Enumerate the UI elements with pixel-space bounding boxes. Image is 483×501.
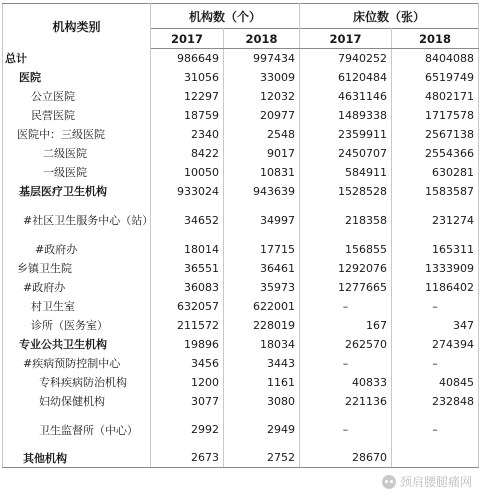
table-row (3, 144, 479, 163)
header-year: 2017 (300, 29, 392, 49)
cell-value: 231274 (392, 201, 479, 240)
cell-value: 232848 (392, 392, 479, 411)
cell-value: 933024 (151, 182, 224, 201)
cell-value: 2554366 (392, 144, 479, 163)
cell-value: 10831 (224, 163, 300, 182)
row-label: 医院 (3, 68, 151, 87)
cell-value: 1292076 (300, 259, 392, 278)
cell-value: 1161 (224, 373, 300, 392)
cell-value: 3443 (224, 354, 300, 373)
cell-value: 1489338 (300, 106, 392, 125)
row-label: 妇幼保健机构 (3, 392, 151, 411)
cell-value: 40845 (392, 373, 479, 392)
cell-value: 36551 (151, 259, 224, 278)
cell-value: 31056 (151, 68, 224, 87)
table-row (3, 297, 479, 316)
row-label: 一级医院 (3, 163, 151, 182)
cell-value: – (392, 297, 479, 316)
row-label: 其他机构 (3, 449, 151, 468)
table-row (3, 106, 479, 125)
cell-value: 2450707 (300, 144, 392, 163)
wechat-icon (382, 475, 396, 489)
cell-value: 4802171 (392, 87, 479, 106)
cell-value: 986649 (151, 49, 224, 68)
cell-value: 35973 (224, 278, 300, 297)
table-row (3, 278, 479, 297)
cell-value: 36461 (224, 259, 300, 278)
cell-value: 3077 (151, 392, 224, 411)
cell-value: 12032 (224, 87, 300, 106)
cell-value: 2673 (151, 449, 224, 468)
cell-value: 18034 (224, 335, 300, 354)
watermark-text: 颈肩腰腿痛网 (399, 475, 472, 489)
table-row (3, 335, 479, 354)
row-label: 诊所（医务室） (3, 316, 151, 335)
cell-value: 7940252 (300, 49, 392, 68)
row-label: 乡镇卫生院 (3, 259, 151, 278)
cell-value: 218358 (300, 201, 392, 240)
cell-value: 2752 (224, 449, 300, 468)
cell-value: 4631146 (300, 87, 392, 106)
cell-value: 211572 (151, 316, 224, 335)
table-row (3, 49, 479, 68)
header-inst-count: 机构数（个） (151, 4, 300, 29)
row-label: 基层医疗卫生机构 (3, 182, 151, 201)
row-label: #疾病预防控制中心 (3, 354, 151, 373)
cell-value: 9017 (224, 144, 300, 163)
cell-value: 274394 (392, 335, 479, 354)
row-label: 民营医院 (3, 106, 151, 125)
row-label: 村卫生室 (3, 297, 151, 316)
cell-value: 347 (392, 316, 479, 335)
row-label: 总计 (3, 49, 151, 68)
cell-value: 8404088 (392, 49, 479, 68)
cell-value: 6519749 (392, 68, 479, 87)
cell-value: 3080 (224, 392, 300, 411)
table-row (3, 163, 479, 182)
cell-value: 165311 (392, 240, 479, 259)
cell-value: 221136 (300, 392, 392, 411)
cell-value: 17715 (224, 240, 300, 259)
row-label: #社区卫生服务中心（站） (3, 201, 151, 240)
cell-value: 997434 (224, 49, 300, 68)
cell-value: 2359911 (300, 125, 392, 144)
row-label: #政府办 (3, 278, 151, 297)
cell-value: 19896 (151, 335, 224, 354)
cell-value: 1277665 (300, 278, 392, 297)
cell-value: 2992 (151, 411, 224, 449)
cell-value: 156855 (300, 240, 392, 259)
cell-value: 1333909 (392, 259, 479, 278)
cell-value: 20977 (224, 106, 300, 125)
cell-value: 3456 (151, 354, 224, 373)
table-row (3, 373, 479, 392)
table-row (3, 125, 479, 144)
cell-value: 1200 (151, 373, 224, 392)
cell-value: 584911 (300, 163, 392, 182)
header-beds: 床位数（张） (300, 4, 479, 29)
row-label: 公立医院 (3, 87, 151, 106)
table-row (3, 68, 479, 87)
cell-value: 2567138 (392, 125, 479, 144)
cell-value (392, 449, 479, 468)
cell-value: 167 (300, 316, 392, 335)
statistics-table (2, 3, 479, 468)
row-label: 二级医院 (3, 144, 151, 163)
cell-value: 36083 (151, 278, 224, 297)
row-label: #政府办 (3, 240, 151, 259)
cell-value: – (300, 354, 392, 373)
cell-value: 2949 (224, 411, 300, 449)
cell-value: 228019 (224, 316, 300, 335)
cell-value: 1186402 (392, 278, 479, 297)
table-row (3, 411, 479, 449)
row-label: 专业公共卫生机构 (3, 335, 151, 354)
cell-value: 1583587 (392, 182, 479, 201)
table-row (3, 182, 479, 201)
cell-value: 28670 (300, 449, 392, 468)
row-label: 专科疾病防治机构 (3, 373, 151, 392)
cell-value: 2548 (224, 125, 300, 144)
cell-value: – (300, 297, 392, 316)
cell-value: 18759 (151, 106, 224, 125)
table-row (3, 259, 479, 278)
table-row (3, 449, 479, 468)
cell-value: 18014 (151, 240, 224, 259)
table-row (3, 87, 479, 106)
cell-value: 943639 (224, 182, 300, 201)
cell-value: 630281 (392, 163, 479, 182)
cell-value: 1717578 (392, 106, 479, 125)
table-row (3, 201, 479, 240)
cell-value: 34652 (151, 201, 224, 240)
cell-value: 622001 (224, 297, 300, 316)
header-year: 2017 (151, 29, 224, 49)
cell-value: 2340 (151, 125, 224, 144)
row-label: 医院中：三级医院 (3, 125, 151, 144)
cell-value: 10050 (151, 163, 224, 182)
header-year: 2018 (224, 29, 300, 49)
cell-value: 6120484 (300, 68, 392, 87)
table-row (3, 316, 479, 335)
table-row (3, 392, 479, 411)
watermark (379, 472, 475, 491)
table-row (3, 240, 479, 259)
header-year: 2018 (392, 29, 479, 49)
cell-value: – (392, 411, 479, 449)
cell-value: – (300, 411, 392, 449)
header-category: 机构类别 (3, 4, 151, 49)
cell-value: 33009 (224, 68, 300, 87)
cell-value: 262570 (300, 335, 392, 354)
row-label: 卫生监督所（中心） (3, 411, 151, 449)
cell-value: 8422 (151, 144, 224, 163)
cell-value: 12297 (151, 87, 224, 106)
cell-value: 34997 (224, 201, 300, 240)
cell-value: 40833 (300, 373, 392, 392)
cell-value: 1528528 (300, 182, 392, 201)
cell-value: – (392, 354, 479, 373)
table-row (3, 354, 479, 373)
cell-value: 632057 (151, 297, 224, 316)
